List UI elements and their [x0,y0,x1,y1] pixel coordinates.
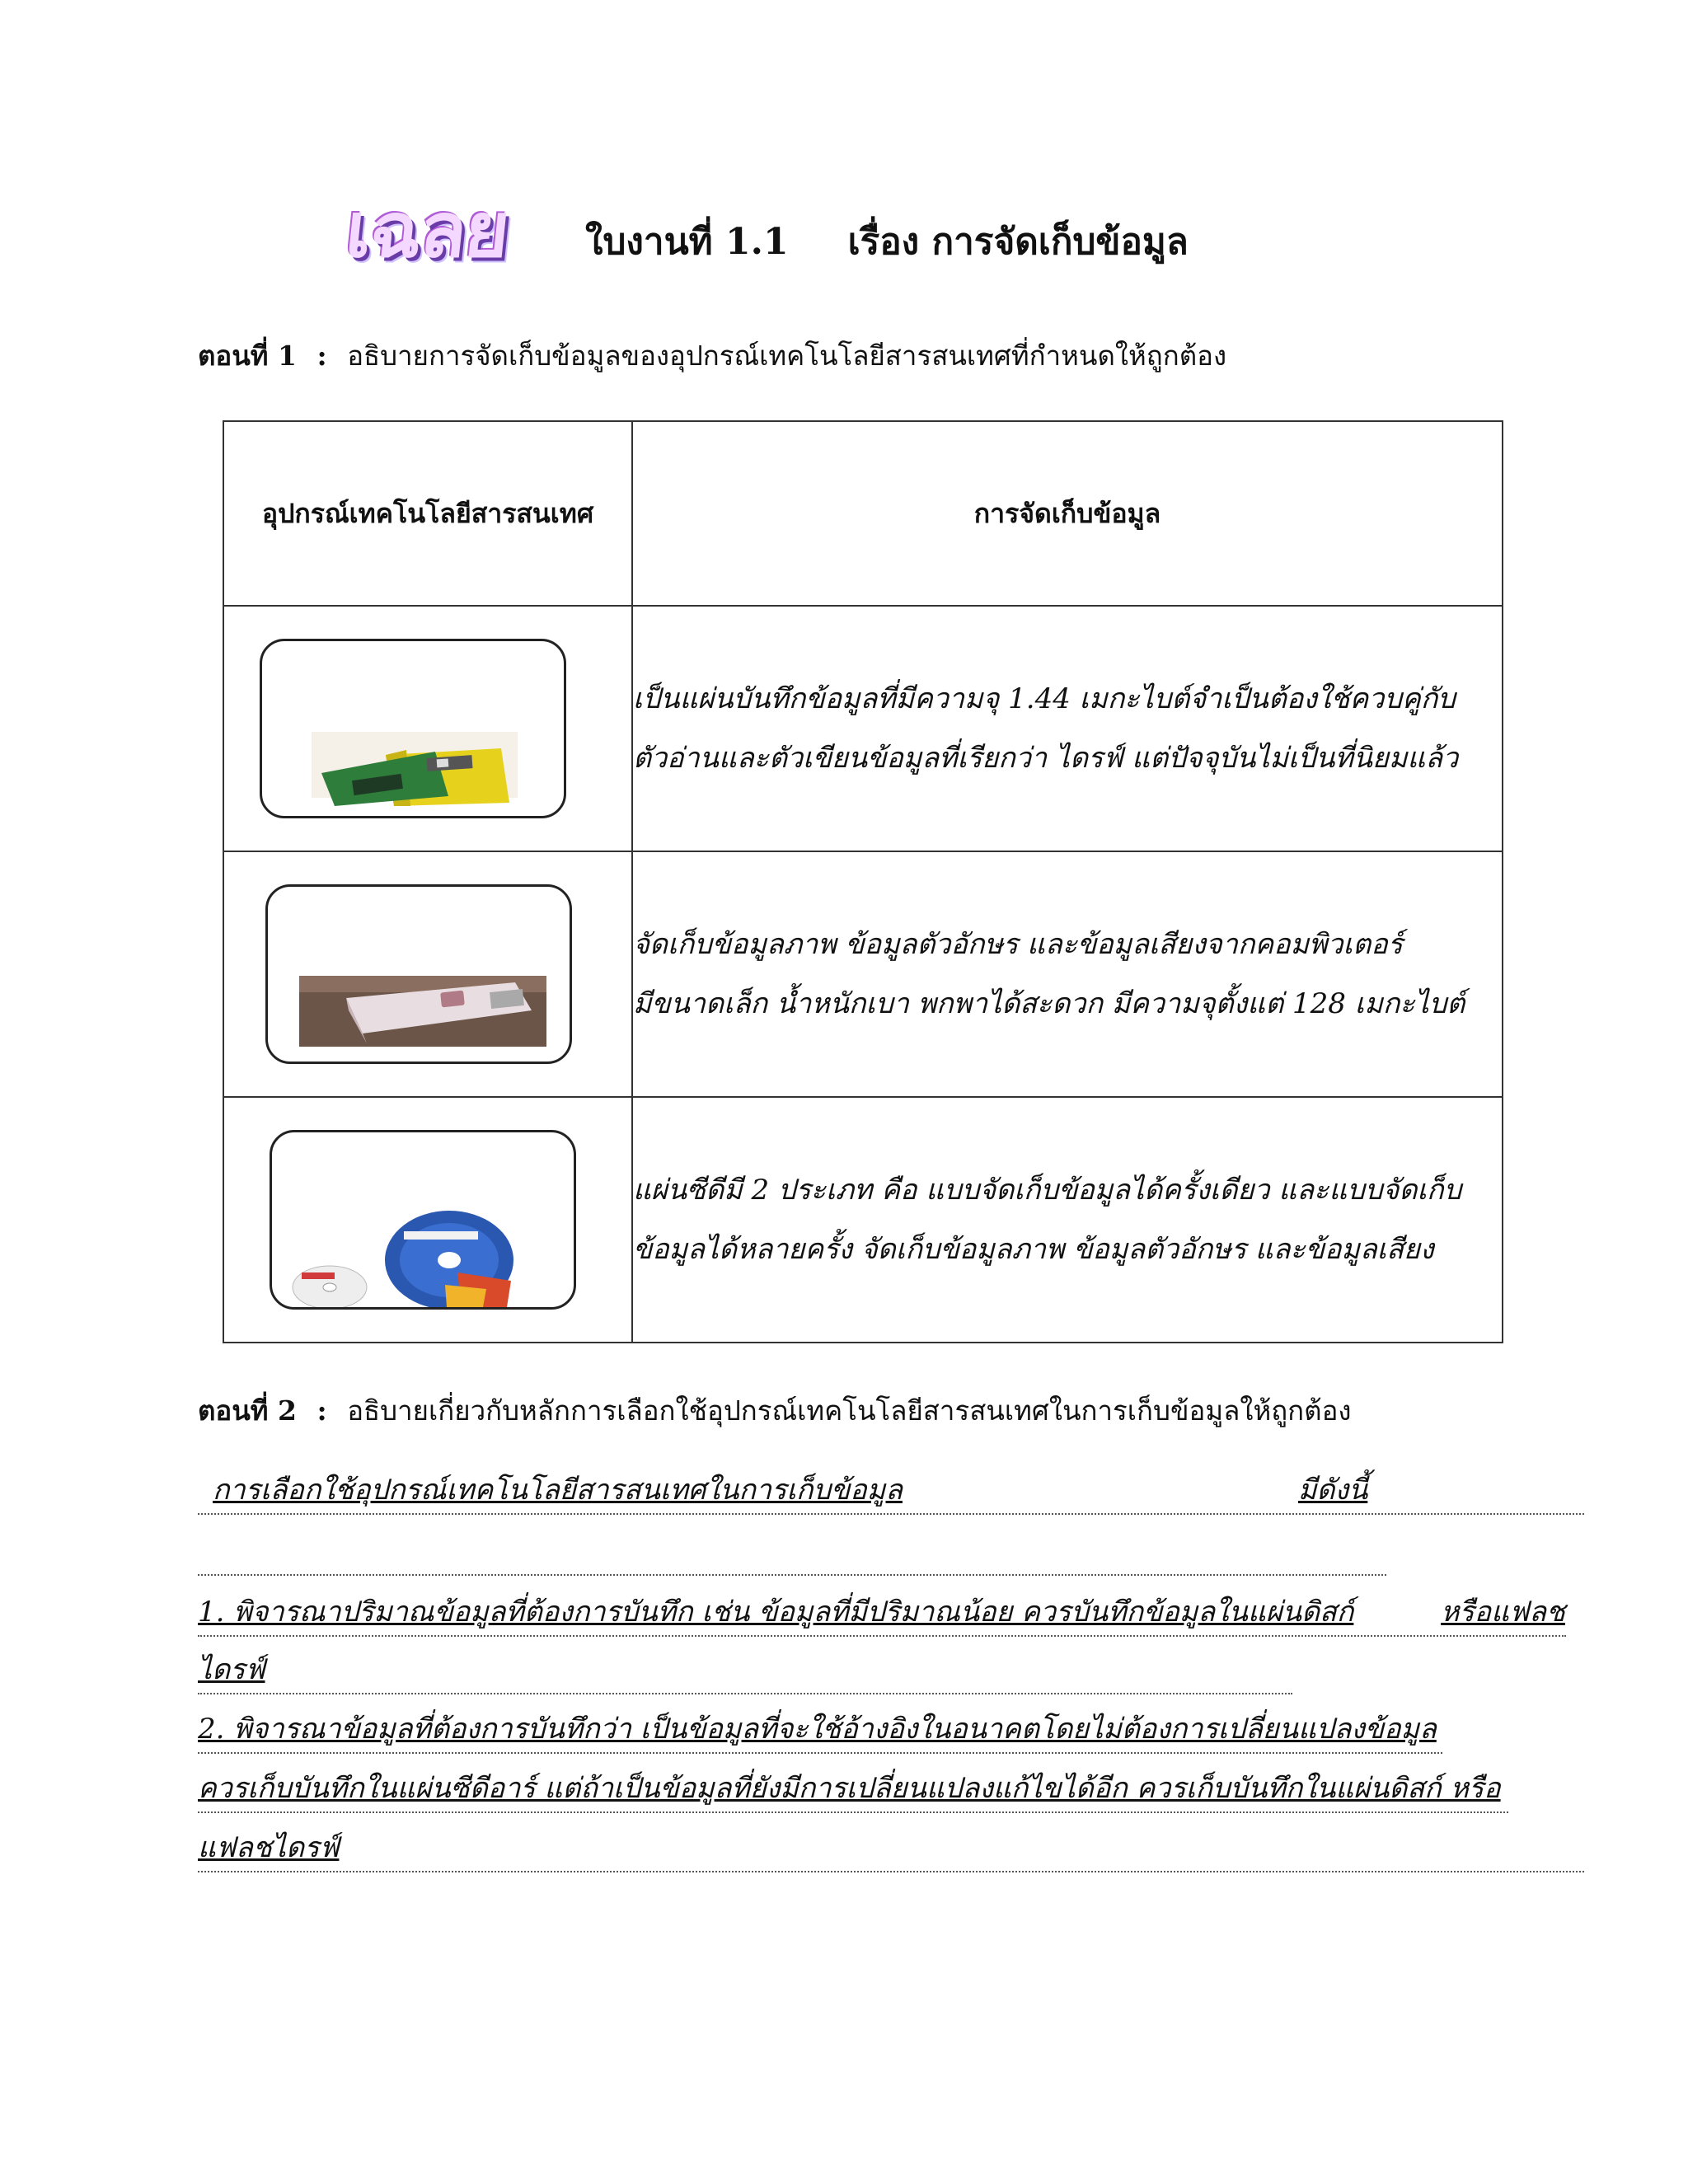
cd-disc-photo [270,1130,576,1310]
storage-description [632,606,1503,851]
answer-blank-line [198,1528,1386,1576]
cd-disc-icon [272,1132,574,1307]
table-row [223,606,1503,851]
part1-label: ตอนที่ 1 [198,340,298,372]
part2-separator: : [316,1394,327,1427]
answer-line [198,1467,1584,1515]
answer-point2-b: ควรเก็บบันทึกในแผ่นซีดีอาร์ แต่ถ้าเป็นข้อมูลที่ยังมีการเปลี่ยนแปลงแก้ไขได้อีก ควรเก็บบันทึกในแผ่นดิสก์ หรือ [198,1772,1501,1805]
part2-label: ตอนที่ 2 [198,1394,298,1427]
answer-line [198,1765,1508,1813]
table-row [223,1097,1503,1343]
device-cell [223,1097,632,1343]
part2-instruction: อธิบายเกี่ยวกับหลักการเลือกใช้อุปกรณ์เทคโนโลยีสารสนเทศในการเก็บข้อมูลให้ถูกต้อง [347,1394,1352,1427]
part2-heading [198,1389,1352,1432]
floppy-disk-icon [262,641,564,816]
description-line: เป็นแผ่นบันทึกข้อมูลที่มีความจุ 1.44 เมกะไบต์จำเป็นต้องใช้ควบคู่กับ [633,682,1456,715]
device-cell [223,851,632,1097]
description-line: ตัวอ่านและตัวเขียนข้อมูลที่เรียกว่า ไดรฟ์ แต่ปัจจุบันไม่เป็นที่นิยมแล้ว [633,742,1459,775]
answer-intro: การเลือกใช้อุปกรณ์เทคโนโลยีสารสนเทศในการเก็บข้อมูล [213,1474,903,1507]
answer-line [198,1589,1566,1637]
description-line: มีขนาดเล็ก น้ำหนักเบา พกพาได้สะดวก มีความจุตั้งแต่ 128 เมกะไบต์ [633,987,1465,1020]
worksheet-topic: เรื่อง การจัดเก็บข้อมูล [847,221,1189,263]
description-line: แผ่นซีดีมี 2 ประเภท คือ แบบจัดเก็บข้อมูลได้ครั้งเดียว และแบบจัดเก็บ [633,1174,1462,1207]
page-title [585,213,1189,270]
part1-instruction: อธิบายการจัดเก็บข้อมูลของอุปกรณ์เทคโนโลยีสารสนเทศที่กำหนดให้ถูกต้อง [347,340,1227,372]
table-header-row [223,421,1503,606]
part1-separator: : [316,340,327,372]
usb-flash-drive-icon [268,887,570,1062]
description-line: ข้อมูลได้หลายครั้ง จัดเก็บข้อมูลภาพ ข้อมูลตัวอักษร และข้อมูลเสียง [633,1233,1434,1266]
answer-key-badge: เฉลย [341,186,513,274]
answer-line [198,1706,1442,1754]
table-row [223,851,1503,1097]
answer-line [198,1825,1584,1872]
description-line: จัดเก็บข้อมูลภาพ ข้อมูลตัวอักษร และข้อมูลเสียงจากคอมพิวเตอร์ [633,928,1403,961]
storage-description [632,851,1503,1097]
column-header-device: อุปกรณ์เทคโนโลยีสารสนเทศ [223,421,632,606]
column-header-storage: การจัดเก็บข้อมูล [632,421,1503,606]
answer-point2-a: 2. พิจารณาข้อมูลที่ต้องการบันทึกว่า เป็นข้อมูลที่จะใช้อ้างอิงในอนาคตโดยไม่ต้องการเปลี่ยนแปลงข้อมูล [198,1713,1437,1746]
part1-heading [198,334,1226,377]
answer-point2-c: แฟลชไดรฟ์ [198,1831,340,1864]
device-cell [223,606,632,851]
worksheet-number: ใบงานที่ 1.1 [585,221,789,263]
floppy-disk-photo [260,639,566,818]
answer-intro-tail: มีดังนี้ [1298,1474,1368,1507]
answer-point1-a: 1. พิจารณาปริมาณข้อมูลที่ต้องการบันทึก เช่น ข้อมูลที่มีปริมาณน้อย ควรบันทึกข้อมูลในแผ่นดิสก์ [198,1596,1354,1629]
answer-point1-b: ไดรฟ์ [198,1653,265,1686]
usb-flash-drive-photo [265,884,572,1064]
storage-description [632,1097,1503,1343]
storage-devices-table [223,420,1503,1343]
answer-point1-a-tail: หรือแฟลช [1441,1596,1565,1629]
answer-line [198,1647,1292,1694]
